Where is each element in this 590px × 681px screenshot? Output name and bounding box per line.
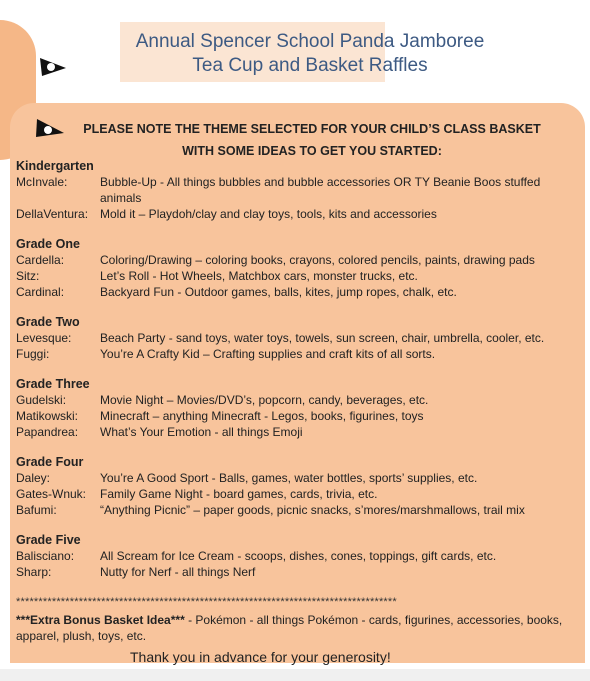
grade-heading: Kindergarten <box>16 159 94 173</box>
teacher-name: Bafumi: <box>16 503 57 517</box>
teacher-name: Matikowski: <box>16 409 79 423</box>
grade-heading: Grade One <box>16 237 80 251</box>
teacher-name: Levesque: <box>16 331 72 345</box>
teacher-row <box>16 564 584 580</box>
thank-you-note: Thank you in advance for your generosity! <box>130 649 391 665</box>
basket-theme: Mold it – Playdoh/clay and clay toys, tools, kits and accessories <box>100 207 437 221</box>
bonus-text: - Pokémon - all things Pokémon - cards, figurines, accessories, books, apparel, plush, toys, etc. <box>16 613 563 643</box>
basket-theme: All Scream for Ice Cream - scoops, dishes, cones, toppings, gift cards, etc. <box>100 549 497 563</box>
teacher-row <box>16 330 584 346</box>
teacher-name: Gates-Wnuk: <box>16 487 87 501</box>
teacher-name: Cardella: <box>16 253 65 267</box>
teacher-row <box>16 268 584 284</box>
teacher-row <box>16 392 584 408</box>
teacher-row <box>16 284 584 300</box>
grade-heading: Grade Five <box>16 533 81 547</box>
teacher-name: Sharp: <box>16 565 52 579</box>
teacher-row <box>16 424 584 440</box>
basket-theme: Bubble-Up - All things bubbles and bubble accessories OR TY Beanie Boos stuffed animals <box>100 175 541 205</box>
bottom-strip <box>0 669 590 681</box>
grade-section <box>16 376 584 440</box>
basket-theme: Family Game Night - board games, cards, trivia, etc. <box>100 487 378 501</box>
teacher-name: Balisciano: <box>16 549 75 563</box>
title-line-2: Tea Cup and Basket Raffles <box>192 55 428 76</box>
page-title <box>100 30 520 78</box>
teacher-name: Gudelski: <box>16 393 67 407</box>
divider-stars: ************************************************************************************* <box>16 596 397 608</box>
teacher-name: Papandrea: <box>16 425 79 439</box>
grade-section <box>16 236 584 300</box>
teacher-row <box>16 174 584 206</box>
grade-section <box>16 158 584 222</box>
title-line-1: Annual Spencer School Panda Jamboree <box>135 31 485 52</box>
teacher-row <box>16 502 584 518</box>
grade-list <box>16 158 584 594</box>
grade-section <box>16 532 584 580</box>
notice-line-2: WITH SOME IDEAS TO GET YOU STARTED: <box>182 144 442 158</box>
teacher-row <box>16 206 584 222</box>
teacher-row <box>16 346 584 362</box>
teacher-name: Daley: <box>16 471 51 485</box>
teacher-name: Cardinal: <box>16 285 65 299</box>
bonus-basket-idea <box>16 612 570 644</box>
teacher-name: DellaVentura: <box>16 207 89 221</box>
notice-heading <box>62 118 562 162</box>
basket-theme: Minecraft – anything Minecraft - Legos, books, figurines, toys <box>100 409 424 423</box>
basket-theme: Backyard Fun - Outdoor games, balls, kites, jump ropes, chalk, etc. <box>100 285 457 299</box>
basket-theme: You’re A Crafty Kid – Crafting supplies and craft kits of all sorts. <box>100 347 436 361</box>
grade-section <box>16 454 584 518</box>
teacher-name: Sitz: <box>16 269 40 283</box>
basket-theme: Beach Party - sand toys, water toys, towels, sun screen, chair, umbrella, cooler, etc. <box>100 331 545 345</box>
teacher-row <box>16 548 584 564</box>
grade-heading: Grade Three <box>16 377 90 391</box>
teacher-row <box>16 408 584 424</box>
basket-theme: Coloring/Drawing – coloring books, crayons, colored pencils, paints, drawing pads <box>100 253 535 267</box>
teacher-name: McInvale: <box>16 175 68 189</box>
grade-heading: Grade Two <box>16 315 80 329</box>
teacher-row <box>16 470 584 486</box>
notice-line-1: PLEASE NOTE THE THEME SELECTED FOR YOUR CHILD’S CLASS BASKET <box>83 122 541 136</box>
grade-section <box>16 314 584 362</box>
bonus-label: ***Extra Bonus Basket Idea*** <box>16 613 185 627</box>
teacher-row <box>16 486 584 502</box>
panda-eye-icon <box>38 54 68 78</box>
basket-theme: What’s Your Emotion - all things Emoji <box>100 425 303 439</box>
basket-theme: Movie Night – Movies/DVD’s, popcorn, candy, beverages, etc. <box>100 393 429 407</box>
teacher-row <box>16 252 584 268</box>
basket-theme: Let’s Roll - Hot Wheels, Matchbox cars, monster trucks, etc. <box>100 269 418 283</box>
teacher-name: Fuggi: <box>16 347 50 361</box>
grade-heading: Grade Four <box>16 455 84 469</box>
basket-theme: You’re A Good Sport - Balls, games, water bottles, sports’ supplies, etc. <box>100 471 478 485</box>
basket-theme: “Anything Picnic” – paper goods, picnic snacks, s’mores/marshmallows, trail mix <box>100 503 525 517</box>
basket-theme: Nutty for Nerf - all things Nerf <box>100 565 256 579</box>
